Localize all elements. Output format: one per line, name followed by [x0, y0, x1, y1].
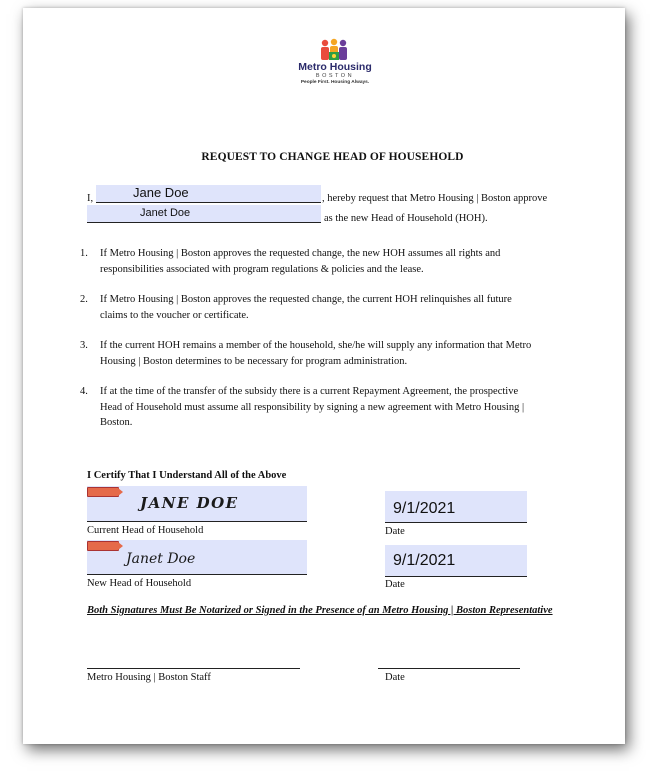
notarize-note: Both Signatures Must Be Notarized or Signed in the Presence of an Metro Housing | Boston Representative — [87, 605, 553, 616]
requester-underline — [96, 202, 321, 203]
intro-prefix: I, — [87, 193, 94, 204]
new-date-label: Date — [385, 579, 405, 590]
logo-name: Metro Housing — [298, 61, 372, 73]
current-signature-label: Current Head of Household — [87, 525, 204, 536]
current-date-value: 9/1/2021 — [393, 500, 456, 517]
current-signature-line — [87, 521, 307, 522]
staff-label: Metro Housing | Boston Staff — [87, 672, 211, 683]
certify-heading: I Certify That I Understand All of the Above — [87, 470, 287, 481]
requester-name-value: Jane Doe — [133, 185, 189, 200]
new-hoh-underline — [87, 222, 321, 223]
list-item-text: If Metro Housing | Boston approves the requested change, the new HOH assumes all rights and responsibilities associated with program regulations & policies and the lease. — [100, 248, 501, 275]
list-item — [80, 384, 540, 431]
list-item-number: 2. — [80, 294, 88, 305]
current-date-label: Date — [385, 526, 405, 537]
new-hoh-name-value: Janet Doe — [140, 207, 191, 219]
current-signature-value: JANE DOE — [140, 494, 239, 512]
new-signature-line — [87, 574, 307, 575]
list-item — [80, 246, 540, 277]
new-date-value: 9/1/2021 — [393, 552, 456, 569]
requester-name-field[interactable] — [96, 185, 321, 202]
list-item-text: If the current HOH remains a member of the household, she/he will supply any information that Metro Housing | Boston determines to be necessary for program administration. — [100, 340, 532, 367]
intro-line1-suffix: , hereby request that Metro Housing | Boston approve — [322, 193, 548, 204]
new-signature-value: Janet Doe — [126, 551, 196, 567]
sign-here-tag-icon — [87, 487, 119, 497]
list-item-text: If at the time of the transfer of the subsidy there is a current Repayment Agreement, the prospective Head of Household must assume all responsibility by signing a new agreement with Metro Housing | Boston. — [100, 386, 525, 428]
list-item-number: 3. — [80, 340, 88, 351]
logo-tagline: People First. Housing Always. — [300, 80, 370, 85]
staff-signature-line — [87, 668, 300, 669]
list-item — [80, 292, 540, 323]
new-signature-label: New Head of Household — [87, 578, 192, 589]
new-date-line — [385, 576, 527, 577]
logo — [295, 38, 375, 90]
sign-here-tag-icon — [87, 541, 119, 551]
current-date-line — [385, 522, 527, 523]
list-item-text: If Metro Housing | Boston approves the requested change, the current HOH relinquishes all future claims to the voucher or certificate. — [100, 294, 512, 321]
list-item-number: 4. — [80, 386, 88, 397]
list-item — [80, 338, 540, 369]
intro-line2-suffix: as the new Head of Household (HOH). — [324, 213, 488, 224]
staff-date-label: Date — [385, 672, 405, 683]
page-title: REQUEST TO CHANGE HEAD OF HOUSEHOLD — [201, 151, 464, 163]
list-item-number: 1. — [80, 248, 88, 259]
staff-date-line — [378, 668, 520, 669]
logo-sub: BOSTON — [315, 73, 355, 79]
conditions-list — [80, 246, 540, 446]
new-hoh-name-field[interactable] — [87, 205, 321, 222]
